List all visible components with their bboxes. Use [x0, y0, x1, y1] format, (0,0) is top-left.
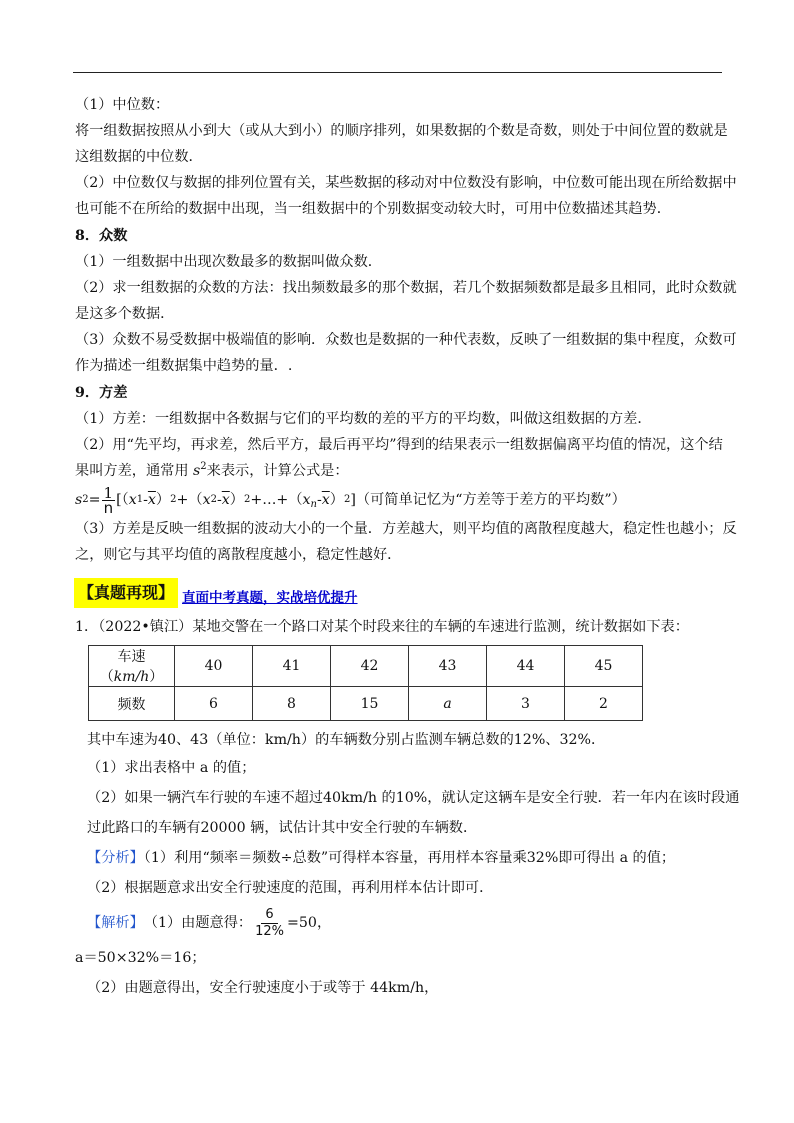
banner-label: 【真题再现】	[74, 578, 178, 608]
banner-link[interactable]: 直面中考真题，实战培优提升	[182, 590, 358, 606]
problem-analysis-1: 【分析】（1）利用“频率＝频数÷总数”可得样本容量，再用样本容量乘32%即可得出 a 的值；	[87, 850, 676, 866]
table-cell: 41	[253, 646, 331, 687]
table-header-speed: 车速（km/h）	[89, 646, 175, 687]
mode-item1: （1）一组数据中出现次数最多的数据叫做众数．	[75, 254, 382, 270]
median-item2-line2: 也可能不在所给的数据中出现，当一组数据中的个别数据变动较大时，可用中位数描述其趋势．	[75, 201, 671, 217]
variance-item2-line1: （2）用“先平均，再求差，然后平方，最后再平均”得到的结果表示一组数据偏离平均值的情况，这个结	[75, 437, 723, 453]
variance-formula: s 2 = $\frac{1}{n}$ [（ x 1 - $\overline{x}$ ） 2 +（ x 2 - $\overline{x}$ ） 2 +…+（ $x_n$ - $\overline{x}$ ） 2 ] （可简单记忆为“方差等于差方的平均数”）	[75, 483, 626, 517]
variance-item3-line2: 之，则它与其平均值的离散程度越小，稳定性越好．	[75, 547, 402, 563]
document-body	[75, 92, 740, 1003]
mode-item3-line1: （3）众数不易受数据中极端值的影响．众数也是数据的一种代表数，反映了一组数据的集中程度，众数可	[75, 332, 737, 348]
formula-note: （可简单记忆为“方差等于差方的平均数”）	[355, 492, 626, 508]
problem-q2-line2: 过此路口的车辆有20000 辆，试估计其中安全行驶的车辆数．	[87, 820, 478, 836]
formula-fraction: $\frac{1}{n}$	[103, 483, 114, 517]
variance-item1: （1）方差：一组数据中各数据与它们的平均数的差的平方的平均数，叫做这组数据的方差．	[75, 411, 652, 427]
table-cell: 8	[253, 687, 331, 721]
solution-tag: 【解析】	[87, 915, 144, 931]
problem-solution-1: 【解析】 （1）由题意得： $\frac{6}{12\%}$ =50，	[75, 903, 725, 943]
median-item1-text-1: 将一组数据按照从小到大（或从大到小）的顺序排列，如果数据的个数是奇数，则处于中间位置的数就是	[75, 123, 728, 139]
problem-analysis-2: （2）根据题意求出安全行驶速度的范围，再利用样本估计即可．	[87, 880, 494, 896]
solution-fraction: $\frac{6}{12\%}$	[255, 906, 285, 939]
table-header-frequency: 频数	[89, 687, 175, 721]
table-cell: 44	[487, 646, 565, 687]
section-banner	[74, 578, 725, 608]
table-cell: 43	[409, 646, 487, 687]
problem-solution-3: （2）由题意得出，安全行驶速度小于或等于 44km/h，	[87, 980, 439, 996]
problem-intro: 1．（2022•镇江）某地交警在一个路口对某个时段来往的车辆的车速进行监测，统计数据如下表：	[75, 619, 689, 635]
table-cell: 15	[331, 687, 409, 721]
table-cell: 42	[331, 646, 409, 687]
problem-q2-line1: （2）如果一辆汽车行驶的车速不超过40km/h 的10%，就认定这辆车是安全行驶．若一年内在该时段通	[87, 790, 740, 806]
table-cell: 40	[175, 646, 253, 687]
table-row	[89, 687, 643, 721]
mode-item2-line1: （2）求一组数据的众数的方法：找出频数最多的那个数据，若几个数据频数都是最多且相同，此时众数就	[75, 280, 737, 296]
analysis-tag: 【分析】	[87, 850, 144, 866]
problem-solution-2: a＝50×32%＝16；	[75, 950, 206, 966]
problem-given: 其中车速为40、43（单位：km/h）的车辆数分别占监测车辆总数的12%、32%．	[87, 732, 606, 748]
table-row	[89, 646, 643, 687]
mode-item2-line2: 是这多个数据．	[75, 306, 175, 322]
variance-heading: 9．方差	[75, 385, 128, 401]
variance-item3-line1: （3）方差是反映一组数据的波动大小的一个量．方差越大，则平均值的离散程度越大，稳定性也越小；反	[75, 521, 737, 537]
table-cell: 3	[487, 687, 565, 721]
median-item1-label: （1）中位数：	[75, 97, 170, 113]
median-item2-line1: （2）中位数仅与数据的排列位置有关，某些数据的移动对中位数没有影响，中位数可能出现在所给数据中	[75, 175, 737, 191]
speed-frequency-table	[88, 645, 643, 721]
median-item1-text	[75, 118, 728, 144]
table-cell: 45	[565, 646, 643, 687]
variance-item2-line2: 果叫方差，通常用 $s^2$来表示，计算公式是：	[75, 461, 349, 479]
median-item1-text-cont: 这组数据的中位数．	[75, 149, 203, 165]
table-cell: 6	[175, 687, 253, 721]
mode-item3-line2: 作为描述一组数据集中趋势的量．.	[75, 358, 293, 374]
header-rule	[73, 72, 722, 73]
table-cell: a	[409, 687, 487, 721]
mode-heading: 8．众数	[75, 228, 128, 244]
table-cell: 2	[565, 687, 643, 721]
problem-q1: （1）求出表格中 a 的值；	[87, 760, 256, 776]
